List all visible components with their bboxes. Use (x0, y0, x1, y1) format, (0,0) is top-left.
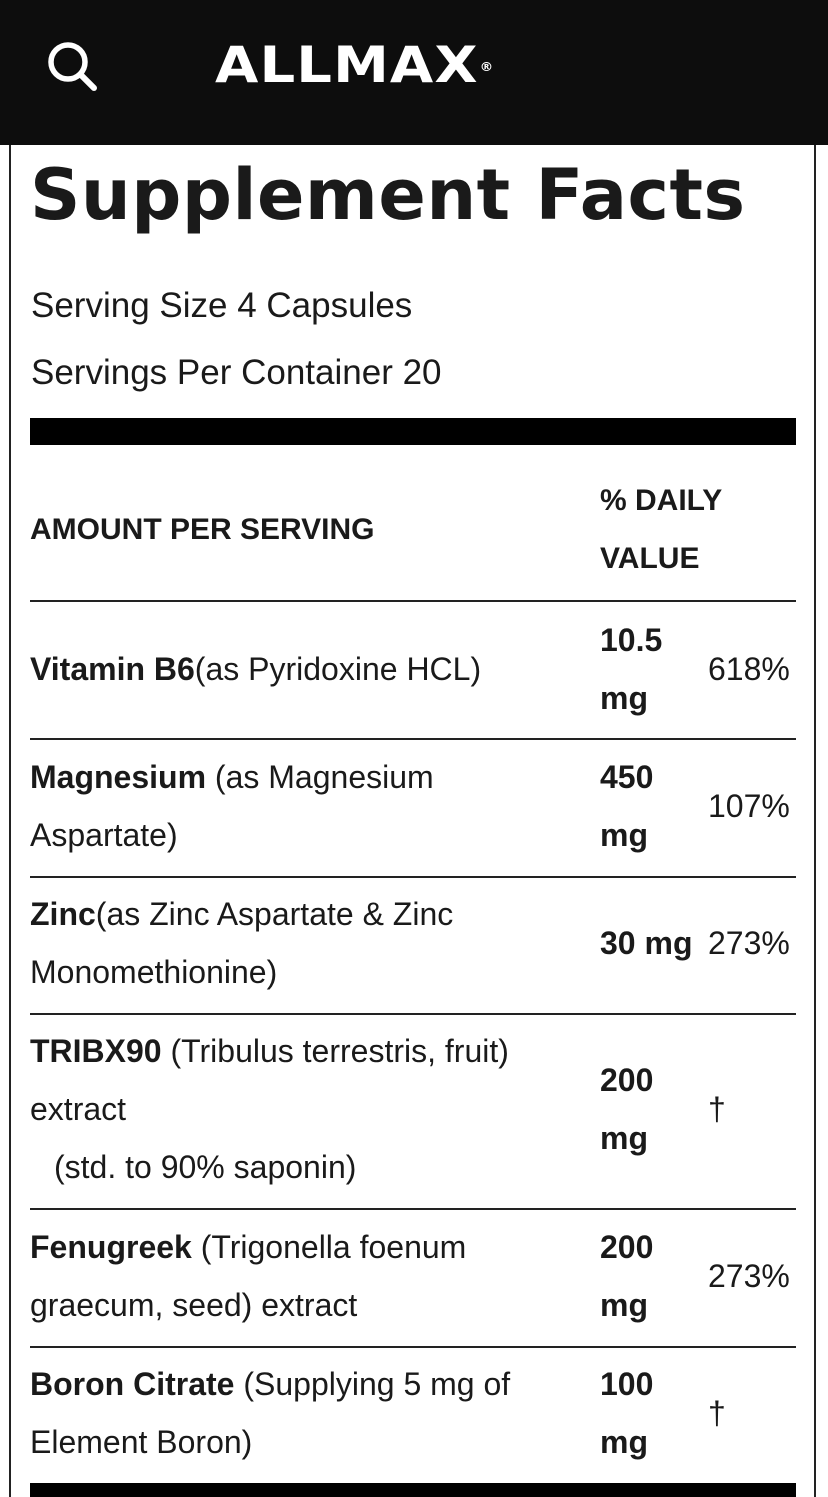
top-nav-bar (0, 0, 828, 145)
nutrient-amount: 450 mg (600, 759, 654, 853)
search-icon (44, 38, 100, 94)
bottom-thick-divider (30, 1483, 796, 1497)
nutrient-name: Fenugreek (Trigonella foenum graecum, seed) extract (30, 1229, 467, 1323)
nutrient-amount: 100 mg (600, 1366, 654, 1460)
nutrient-amount: 10.5 mg (600, 622, 663, 716)
facts-title: Supplement Facts (30, 154, 746, 236)
servings-per-container: Servings Per Container 20 (31, 353, 442, 392)
table-row (30, 1015, 796, 1208)
amount-per-serving-header: AMOUNT PER SERVING (30, 513, 375, 546)
nutrient-name: Magnesium (as Magnesium Aspartate) (30, 759, 434, 853)
brand-logo[interactable] (215, 36, 494, 94)
daily-value: † (708, 1091, 726, 1127)
search-button[interactable] (44, 38, 100, 94)
daily-value: † (708, 1395, 726, 1431)
nutrient-amount: 200 mg (600, 1229, 654, 1323)
brand-name: ALLMAX (215, 36, 479, 94)
daily-value: 618% (708, 651, 790, 687)
daily-value: 273% (708, 1258, 790, 1294)
serving-size: Serving Size 4 Capsules (31, 286, 413, 325)
table-row (30, 878, 796, 1013)
table-row (30, 740, 796, 876)
nutrient-name: TRIBX90 (Tribulus terrestris, fruit) extract (std. to 90% saponin) (30, 1033, 509, 1185)
nutrient-name: Boron Citrate (Supplying 5 mg of Element Boron) (30, 1366, 511, 1460)
nutrient-name: Zinc(as Zinc Aspartate & Zinc Monomethionine) (30, 896, 454, 990)
nutrient-amount: 30 mg (600, 925, 693, 961)
table-row (30, 1348, 796, 1483)
daily-value-header-line2: VALUE (600, 542, 700, 575)
table-row (30, 1210, 796, 1346)
daily-value: 107% (708, 788, 790, 824)
daily-value-header-line1: % DAILY (600, 484, 723, 517)
thick-divider (30, 418, 796, 445)
table-row (30, 602, 796, 738)
nutrient-amount: 200 mg (600, 1062, 654, 1156)
daily-value: 273% (708, 925, 790, 961)
registered-mark: ® (479, 60, 494, 74)
nutrient-name: Vitamin B6(as Pyridoxine HCL) (30, 651, 482, 687)
